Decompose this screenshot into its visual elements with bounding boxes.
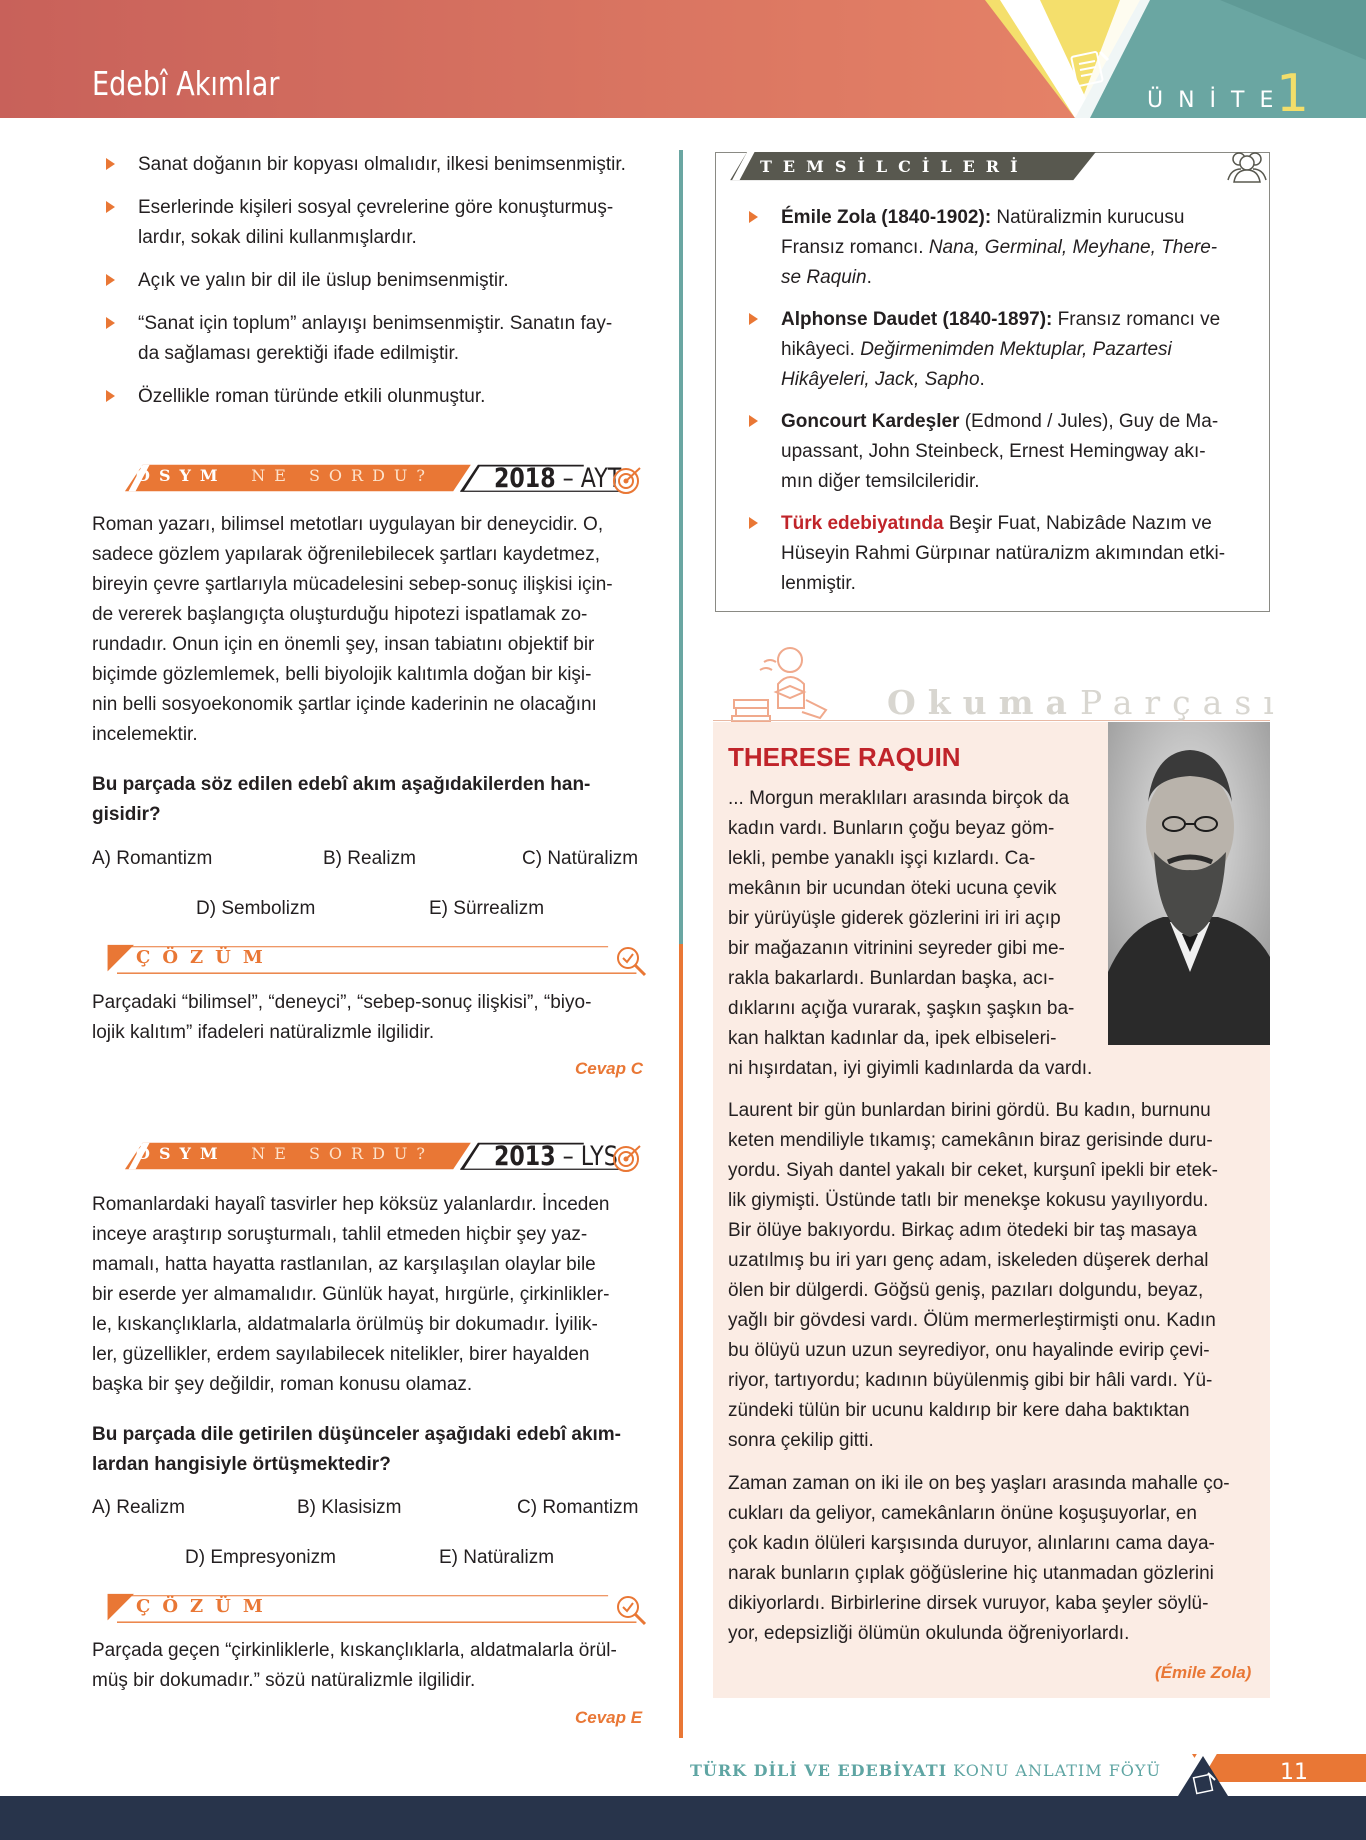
exam-year: 2018 (494, 463, 556, 494)
people-group-icon (1222, 148, 1272, 184)
exam-name: – AYT (562, 463, 622, 494)
unit-number: 1 (1276, 64, 1310, 124)
osym-label: ÖSYM (136, 1144, 227, 1163)
reading-child-illustration (730, 640, 840, 724)
option-d[interactable]: D) Sembolizm (196, 898, 316, 919)
ne-sordu-label: NE SORDU? (251, 1144, 434, 1163)
osym-question-banner (92, 463, 652, 497)
chapter-title: Edebî Akımlar (92, 64, 280, 103)
answer-label: Cevap E (575, 1708, 643, 1727)
osym-question-banner (92, 1141, 652, 1175)
option-b[interactable]: B) Klasisizm (297, 1497, 402, 1518)
answer-label: Cevap C (575, 1059, 644, 1078)
arrow-bullet-icon (106, 390, 115, 402)
arrow-bullet-icon (106, 317, 115, 329)
option-a[interactable]: A) Romantizm (92, 848, 213, 869)
page-number: 11 (1280, 1760, 1308, 1785)
question-passage: Romanlardaki hayalî tasvirler hep köksüz yalanlardır. İnceden inceye araştırıp soruşturmalı, tahlil etmeden hiçbir şey yaz- mamalı, hatta hayatta rastlanılan, az karşılaşılan olaylar bile bir eserde yer almamalıdır. Günlük hayat, hırgürle, çirkinlikler- le, kıskançlıklarla, aldatmalarla örülmüş bir dokumadır. İyilik- ler, güzellikler, erdem sayılabilecek nitelikler, birer hayalden başka bir şey değildir, roman konusu olamaz. (92, 1194, 610, 1395)
option-b[interactable]: B) Realizm (323, 848, 416, 869)
target-icon (612, 465, 644, 495)
option-c[interactable]: C) Romantizm (517, 1497, 639, 1518)
exam-name: – LYS (562, 1141, 618, 1172)
magnifier-check-icon (614, 944, 648, 978)
arrow-bullet-icon (749, 517, 758, 529)
emile-zola-portrait (1108, 722, 1270, 1045)
arrow-bullet-icon (749, 211, 758, 223)
reading-label-light: Parçası (1080, 683, 1286, 722)
representatives-label: TEMSİLCİLERİ (760, 157, 1029, 176)
option-a[interactable]: A) Realizm (92, 1497, 185, 1518)
feature-bullet-list: Sanat doğanın bir kopyası olmalıdır, ilkesi benimsenmiştir. Eserlerinde kişileri sosyal çevrelerine göre konuşturmuş- lardır, sokak dilini kullanmışlardır. Açık ve yalın bir dil ile üslup benimsenmiştir. “Sanat için toplum” anlayışı benimsenmiştir. Sanatın fay- da sağlaması gerektiği ifade edilmiştir. Özellikle roman türünde etkili olunmuştur. (92, 150, 652, 410)
reading-label-bold: Okuma (887, 683, 1079, 722)
footer-bar (0, 1796, 1366, 1840)
option-e[interactable]: E) Natüralizm (439, 1547, 555, 1568)
question-stem: Bu parçada dile getirilen düşünceler aşağıdaki edebî akım- lardan hangisiyle örtüşmektedir? (92, 1424, 622, 1475)
option-d[interactable]: D) Empresyonizm (185, 1547, 336, 1568)
magnifier-check-icon (614, 1593, 648, 1627)
solution-banner (92, 943, 652, 979)
solution-banner (92, 1592, 652, 1628)
exam-year: 2013 (494, 1141, 556, 1172)
question-stem: Bu parçada söz edilen edebî akım aşağıdakilerden han- gisidir? (92, 774, 591, 825)
notebook-pen-icon (1068, 46, 1112, 90)
arrow-bullet-icon (106, 274, 115, 286)
footer-book-title: TÜRK DİLİ VE EDEBİYATI KONU ANLATIM FÖYÜ (690, 1761, 1161, 1780)
solution-text: Parçada geçen “çirkinliklerle, kıskançlıklarla, aldatmalarla örül- müş bir dokumadır.” sözü natüralizmle ilgilidir. (92, 1640, 617, 1691)
question-passage: Roman yazarı, bilimsel metotları uygulayan bir deneycidir. O, sadece gözlem yapılarak öğrenilebilecek şartları kaydetmez, bireyin çevre şartlarıyla mücadelesini sebep-sonuç ilişkisi için- de vererek başlangıçta oluşturduğu hipotezi ispatlamak zo- rundadır. Onun için en önemli şey, insan tabiatını objektif bir biçimde gözlemlemek, belli biyolojik kalıtımla doğan bir kişi- nin belli sosyoekonomik şartlar içinde kaderinin ne olacağını incelemektir. (92, 514, 613, 745)
unit-label: ÜNİTE (1147, 88, 1289, 113)
arrow-bullet-icon (749, 415, 758, 427)
reading-paragraph: Laurent bir gün bunlardan birini gördü. Bu kadın, burnunu keten mendiliyle tıkamış; camekânın biraz gerisinde duru- yordu. Siyah dantel yakalı bir ceket, kurşunî ipekli bir etek- lik giymişti. Üstünde tatlı bir menekşe kokusu yayılıyordu. Bir ölüye bakıyordu. Birkaç adım ötedeki bir taş masaya uzatılmış bu iri yarı genç adam, iskeleden düşerek derhal ölen bir dülgerdi. Göğsü geniş, pazıları dolgundu, beyaz, yağlı bir gövdesi vardı. Ölüm mermerleştirmişti onu. Kadın bu ölüyü uzun uzun seyrediyor, onu hayalinde evirip çevi- riyor, tartıyordu; kadının büyülenmiş gibi bir hâli vardı. Yü- zündeki tülün bir ucunu kaldırıp bir kere daha baktıktan sonra çekilip gitti. (728, 1100, 1219, 1451)
arrow-bullet-icon (749, 313, 758, 325)
osym-label: ÖSYM (136, 466, 227, 485)
reading-author: (Émile Zola) (1155, 1663, 1252, 1682)
reading-title: THERESE RAQUIN (728, 742, 961, 772)
reading-paragraph-intro: ... Morgun meraklıları arasında birçok da kadın vardı. Bunların çoğu beyaz göm- lekli, pembe yanaklı işçi kızlardı. Ca- mekânın bir ucundan öteki ucuna çevik bir yürüyüşle giderek gözlerini iri iri açıp bir mağazanın vitrinini seyreder gibi me- rakla bakarlardı. Bunlardan başka, acı- dıklarını açığa vurarak, şaşkın şaşkın ba- kan halktan kadınlar da, ipek elbiseleri- ni hışırdatan, iyi giyimli kadınlarda da vardı. (728, 788, 1093, 1079)
option-e[interactable]: E) Sürrealizm (429, 898, 545, 919)
column-divider (679, 150, 683, 1738)
solution-label: ÇÖZÜM (136, 947, 275, 968)
solution-text: Parçadaki “bilimsel”, “deneyci”, “sebep-sonuç ilişkisi”, “biyo- lojik kalıtım” ifadeleri natüralizmle ilgilidir. (92, 992, 592, 1043)
target-icon (612, 1143, 644, 1173)
representatives-list: Émile Zola (1840-1902): Natüralizmin kurucusu Fransız romancı. Nana, Germinal, Meyhane, There- se Raquin. Alphonse Daudet (1840-1897): Fransız romancı ve hikâyeci. Değirmenimden Mektuplar, Pazartesi Hikâyeleri, Jack, Sapho. Goncourt Kardeşler (Edmond / Jules), Guy de Ma- upassant, John Steinbeck, Ernest Hemingway akı- mın diğer temsilcileridir. Türk edebiyatında Beşir Fuat, Nabizâde Nazım ve Hüseyin Rahmi Gürpınar natürалizm akımından etki- lenmiştir. (742, 203, 1252, 603)
option-c[interactable]: C) Natüralizm (522, 848, 639, 869)
arrow-bullet-icon (106, 158, 115, 170)
ne-sordu-label: NE SORDU? (251, 466, 434, 485)
arrow-bullet-icon (106, 201, 115, 213)
reading-paragraph: Zaman zaman on iki ile on beş yaşları arasında mahalle ço- cukları da geliyor, camekânların önüne koşuşuyorlar, en çok kadın ölüleri karşısında duruyor, alınlarını cama daya- narak bunların çıplak göğüslerine hiç utanmadan gözlerini dikiyorlardı. Birbirlerine dirsek vuruyor, kaba şeyler söylü- yor, edepsizliği ölümün okulunda öğreniyorlardı. (728, 1473, 1230, 1644)
solution-label: ÇÖZÜM (136, 1596, 275, 1617)
